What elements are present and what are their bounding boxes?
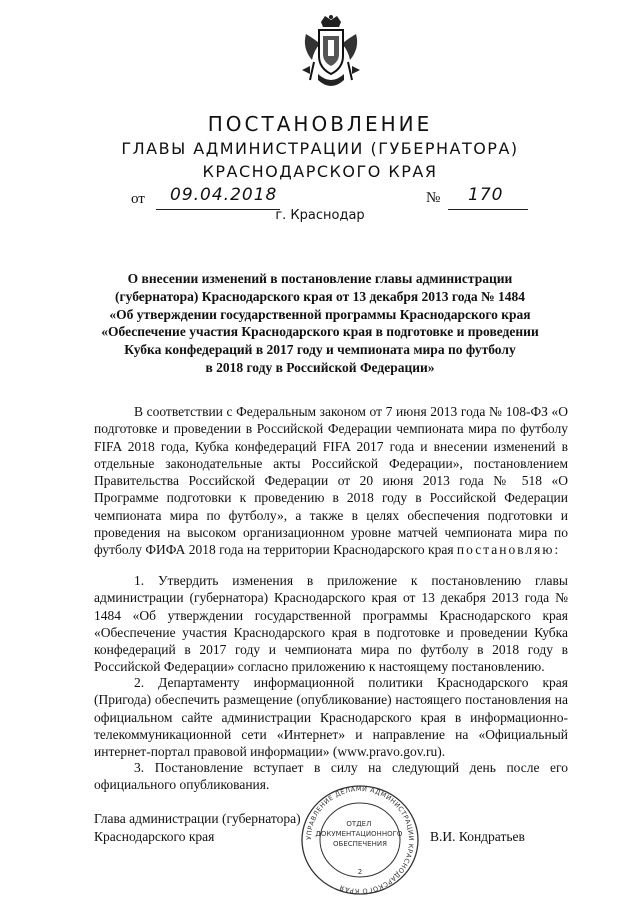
- subject-line: в 2018 году в Российской Федерации»: [205, 359, 435, 375]
- city-name: г. Краснодар: [275, 208, 365, 223]
- item-1-text: 1. Утвердить изменения в приложение к постановлению главы администрации (губернатора) Краснодарского края от 13 декабря 2013 года № 1484 «Об утверждении государственной программы Краснодарского края «Обеспечение участия Краснодарского края в подготовке и проведении Кубка конфедераций в 2017 году и чемпионата мира по футболу в 2018 году в Российской Федерации» согласно приложению к настоящему постановлению.: [94, 573, 568, 675]
- subject-line: О внесении изменений в постановление главы администрации: [127, 271, 513, 286]
- signatory-position-line-2: Краснодарского края: [94, 829, 215, 844]
- subject-line: (губернатора) Краснодарского края от 13 декабря 2013 года № 1484: [115, 288, 525, 304]
- item-1-paragraph: [94, 572, 568, 676]
- stamp-number: 2: [357, 868, 363, 876]
- signatory-position-line-1: Глава администрации (губернатора): [94, 811, 301, 826]
- item-2-paragraph: [94, 674, 568, 760]
- number-prefix: №: [426, 190, 441, 206]
- issuer-line-2: КРАСНОДАРСКОГО КРАЯ: [202, 162, 438, 181]
- preamble-paragraph: [94, 403, 568, 559]
- item-3-text: 3. Постановление вступает в силу на следующий день после его официального опубликования.: [94, 760, 568, 793]
- document-subject: [90, 270, 550, 377]
- number-value-handwritten: 170: [468, 185, 504, 205]
- date-prefix: от: [131, 191, 145, 207]
- date-value-handwritten: 09.04.2018: [170, 185, 278, 205]
- stamp-center-text: ОТДЕЛ ДОКУМЕНТАЦИОННОГО ОБЕСПЕЧЕНИЯ: [315, 820, 403, 848]
- item-2-text: 2. Департаменту информационной политики Краснодарского края (Пригода) обеспечить размещение (опубликование) настоящего постановления на официальном сайте администрации Краснодарского края в информационно-телекоммуникационной сети «Интернет» и направление на «Официальный интернет-портал правовой информации» (www.pravo.gov.ru).: [94, 675, 568, 760]
- subject-line: «Обеспечение участия Краснодарского края в подготовке и проведении: [101, 324, 539, 340]
- decree-word: постановляю:: [456, 542, 561, 558]
- document-title: ПОСТАНОВЛЕНИЕ: [207, 112, 433, 136]
- coat-of-arms-emblem: [300, 14, 362, 92]
- signatory-name: В.И. Кондратьев: [430, 829, 525, 844]
- subject-line: «Об утверждении государственной программы Краснодарского края: [109, 306, 531, 322]
- stamp-ring-text: УПРАВЛЕНИЕ ДЕЛАМИ АДМИНИСТРАЦИИ КРАСНОДАРСКОГО КРАЯ: [304, 784, 416, 896]
- preamble-text: В соответствии с Федеральным законом от 7 июня 2013 года № 108-ФЗ «О подготовке и проведении в Российской Федерации чемпионата мира по футболу FIFA 2018 года, Кубка конфедераций FIFA 2017 года и внесении изменений в отдельные законодательные акты Российской Федерации», постановлением Правительства Российской Федерации от 20 июня 2013 года № 518 «О Программе подготовки к проведению в 2018 году в Российской Федерации чемпионата мира по футболу», а также в целях обеспечения подготовки и проведения на высоком организационном уровне матчей чемпионата мира по футболу ФИФА 2018 года на территории Краснодарского края: [94, 404, 568, 558]
- subject-line: Кубка конфедераций в 2017 году и чемпионата мира по футболу: [124, 342, 516, 358]
- office-stamp-seal: [296, 782, 424, 900]
- issuer-line-1: ГЛАВЫ АДМИНИСТРАЦИИ (ГУБЕРНАТОРА): [121, 139, 519, 158]
